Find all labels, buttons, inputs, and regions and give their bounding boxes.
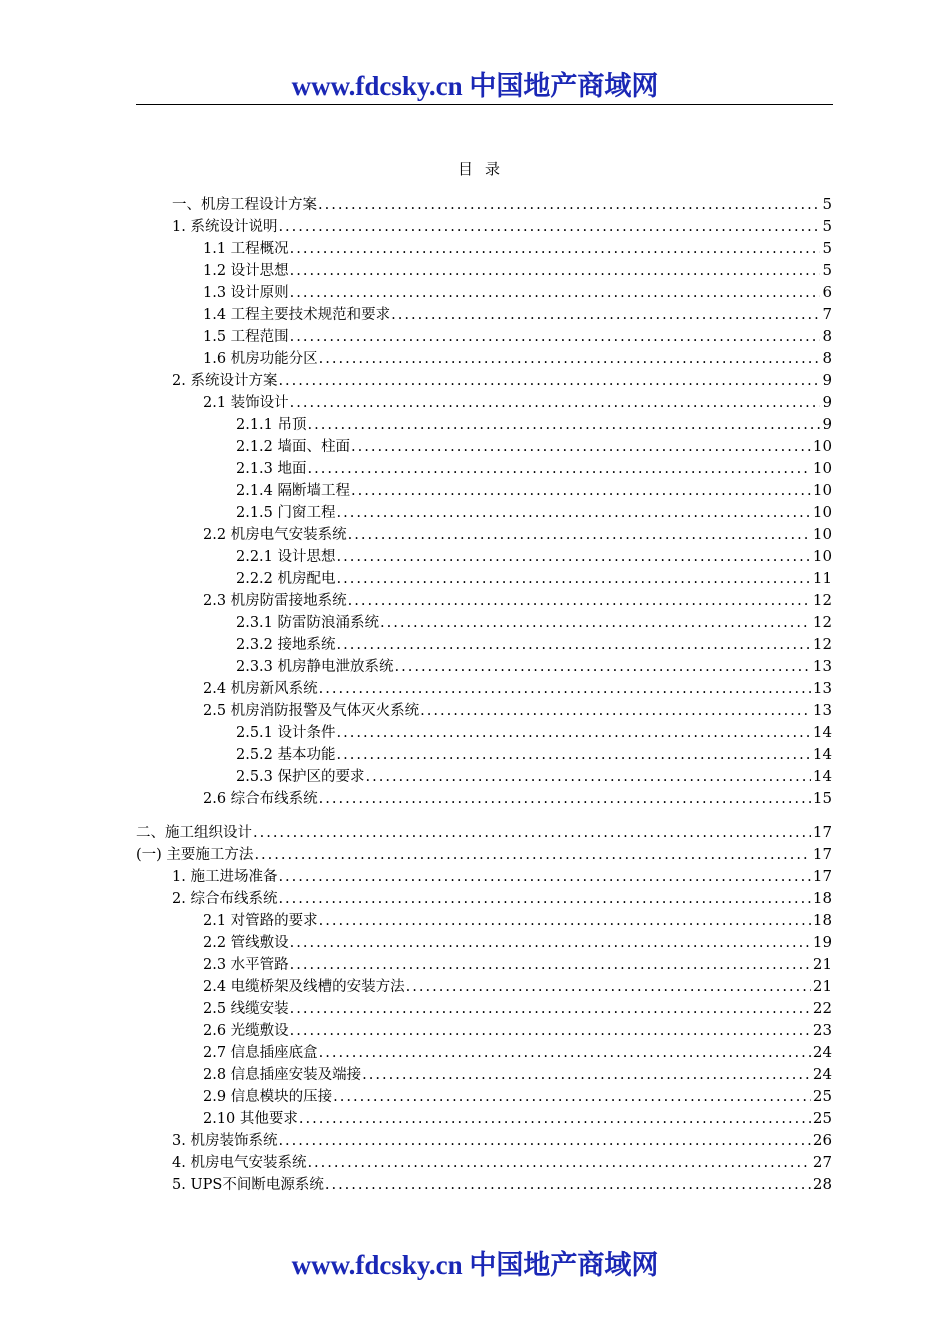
toc-page-number: 17 <box>812 845 832 863</box>
toc-dot-leader <box>319 910 811 931</box>
toc-dot-leader <box>362 1064 811 1085</box>
toc-entry[interactable] <box>203 909 832 931</box>
toc-page-number: 22 <box>812 999 832 1017</box>
toc-dot-leader <box>348 524 811 545</box>
toc-entry-text: 2.5.1 设计条件 <box>236 725 336 741</box>
toc-dot-leader <box>278 370 820 391</box>
toc-entry-text: 2.2 机房电气安装系统 <box>203 527 347 543</box>
toc-page-number: 12 <box>812 635 832 653</box>
toc-dot-leader <box>319 1042 811 1063</box>
toc-entry[interactable] <box>203 1085 832 1107</box>
toc-dot-leader <box>307 1152 810 1173</box>
page-footer-site-title: www.fdcsky.cn 中国地产商域网 <box>291 1250 659 1280</box>
toc-entry-text: 2.1.2 墙面、柱面 <box>236 439 351 455</box>
toc-dot-leader <box>278 216 820 237</box>
toc-dot-leader <box>420 700 811 721</box>
toc-page-number: 17 <box>812 867 832 885</box>
toc-dot-leader <box>278 888 810 909</box>
toc-page-number: 21 <box>812 977 832 995</box>
toc-entry[interactable] <box>172 1129 832 1151</box>
toc-page-number: 18 <box>812 911 832 929</box>
toc-entry-text: 2.3.1 防雷防浪涌系统 <box>236 615 380 631</box>
toc-entry-text: 3. 机房装饰系统 <box>172 1133 278 1149</box>
toc-entry[interactable] <box>236 721 832 743</box>
toc-page-number: 8 <box>822 349 832 367</box>
toc-entry[interactable] <box>203 391 832 413</box>
toc-entry-text: 2.1.5 门窗工程 <box>236 505 336 521</box>
toc-dot-leader <box>319 788 811 809</box>
toc-entry[interactable] <box>203 1019 832 1041</box>
toc-dot-leader <box>308 458 811 479</box>
toc-dot-leader <box>290 954 811 975</box>
toc-entry[interactable] <box>236 611 832 633</box>
toc-entry[interactable] <box>172 193 832 215</box>
toc-entry-text: 1.4 工程主要技术规范和要求 <box>203 307 391 323</box>
toc-entry-text: 5. UPS不间断电源系统 <box>172 1177 324 1193</box>
toc-page-number: 25 <box>812 1087 832 1105</box>
toc-dot-leader <box>366 766 811 787</box>
toc-page-number: 10 <box>812 547 832 565</box>
toc-entry[interactable] <box>203 677 832 699</box>
toc-page-number: 18 <box>812 889 832 907</box>
toc-entry-text: 2.5.2 基本功能 <box>236 747 336 763</box>
toc-page-number: 19 <box>812 933 832 951</box>
toc-dot-leader <box>333 1086 811 1107</box>
toc-dot-leader <box>290 260 821 281</box>
toc-entry-text: 2.9 信息模块的压接 <box>203 1089 333 1105</box>
toc-entry-text: 1.5 工程范围 <box>203 329 289 345</box>
toc-dot-leader <box>351 480 811 501</box>
toc-dot-leader <box>290 932 811 953</box>
toc-dot-leader <box>337 634 811 655</box>
toc-entry[interactable] <box>203 1063 832 1085</box>
toc-entry-text: (一) 主要施工方法 <box>136 847 254 863</box>
toc-entry-text: 2.1.4 隔断墙工程 <box>236 483 351 499</box>
toc-dot-leader <box>290 326 821 347</box>
toc-entry-text: 2.2.2 机房配电 <box>236 571 336 587</box>
toc-entry[interactable] <box>203 787 832 809</box>
toc-entry-text: 2.5 线缆安装 <box>203 1001 289 1017</box>
toc-page-number: 15 <box>812 789 832 807</box>
toc-entry[interactable] <box>203 953 832 975</box>
toc-dot-leader <box>278 866 810 887</box>
toc-page-number: 12 <box>812 613 832 631</box>
toc-entry-text: 2.6 光缆敷设 <box>203 1023 289 1039</box>
toc-entry[interactable] <box>236 655 832 677</box>
toc-page-number: 27 <box>812 1153 832 1171</box>
toc-entry-text: 2.4 机房新风系统 <box>203 681 318 697</box>
toc-entry[interactable] <box>172 1173 832 1195</box>
toc-entry[interactable] <box>203 325 832 347</box>
toc-page-number: 13 <box>812 701 832 719</box>
toc-entry[interactable] <box>203 1107 832 1129</box>
toc-page-number: 13 <box>812 679 832 697</box>
toc-title: 目录 <box>457 160 512 178</box>
toc-page-number: 8 <box>822 327 832 345</box>
toc-dot-leader <box>278 1130 810 1151</box>
toc-dot-leader <box>395 656 811 677</box>
toc-entry[interactable] <box>236 501 832 523</box>
toc-page-number: 11 <box>812 569 832 587</box>
toc-dot-leader <box>253 822 811 843</box>
toc-entry-text: 1. 系统设计说明 <box>172 219 278 235</box>
toc-entry-text: 2.3 水平管路 <box>203 957 289 973</box>
toc-entry[interactable] <box>203 523 832 545</box>
toc-entry[interactable] <box>136 843 832 865</box>
toc-page-number: 12 <box>812 591 832 609</box>
toc-entry[interactable] <box>172 887 832 909</box>
toc-dot-leader <box>337 744 811 765</box>
toc-entry[interactable] <box>203 281 832 303</box>
toc-dot-leader <box>351 436 811 457</box>
toc-page-number: 24 <box>812 1065 832 1083</box>
toc-entry-text: 2.5 机房消防报警及气体灭火系统 <box>203 703 420 719</box>
toc-dot-leader <box>299 1108 811 1129</box>
toc-dot-leader <box>337 546 811 567</box>
toc-page-number: 5 <box>822 261 832 279</box>
toc-entry[interactable] <box>236 567 832 589</box>
toc-dot-leader <box>348 590 811 611</box>
toc-dot-leader <box>337 502 811 523</box>
page-header-site-title: www.fdcsky.cn 中国地产商域网 <box>291 71 659 101</box>
toc-page-number: 24 <box>812 1043 832 1061</box>
toc-entry-text: 2.1 装饰设计 <box>203 395 289 411</box>
toc-entry[interactable] <box>203 303 832 325</box>
toc-entry-text: 一、机房工程设计方案 <box>172 197 317 213</box>
toc-entry-text: 2.2.1 设计思想 <box>236 549 336 565</box>
toc-page-number: 6 <box>822 283 832 301</box>
toc-entry-text: 1.2 设计思想 <box>203 263 289 279</box>
toc-entry[interactable] <box>236 457 832 479</box>
toc-entry[interactable] <box>236 435 832 457</box>
toc-entry-text: 二、施工组织设计 <box>136 825 252 841</box>
toc-entry-text: 2.1.1 吊顶 <box>236 417 307 433</box>
toc-dot-leader <box>319 678 811 699</box>
toc-entry-text: 2.5.3 保护区的要求 <box>236 769 365 785</box>
toc-page-number: 10 <box>812 503 832 521</box>
toc-dot-leader <box>254 844 810 865</box>
toc-dot-leader <box>337 568 811 589</box>
toc-entry-text: 2.3.3 机房静电泄放系统 <box>236 659 394 675</box>
toc-entry[interactable] <box>172 369 832 391</box>
toc-entry[interactable] <box>172 865 832 887</box>
toc-entry[interactable] <box>203 347 832 369</box>
toc-page-number: 10 <box>812 525 832 543</box>
toc-page-number: 9 <box>822 415 832 433</box>
toc-entry-text: 4. 机房电气安装系统 <box>172 1155 307 1171</box>
toc-entry[interactable] <box>203 931 832 953</box>
toc-entry-text: 2.10 其他要求 <box>203 1111 298 1127</box>
toc-entry[interactable] <box>236 479 832 501</box>
toc-entry[interactable] <box>236 413 832 435</box>
toc-dot-leader <box>406 976 811 997</box>
toc-page-number: 9 <box>822 393 832 411</box>
toc-dot-leader <box>380 612 811 633</box>
toc-dot-leader <box>337 722 811 743</box>
toc-entry[interactable] <box>203 589 832 611</box>
toc-page-number: 5 <box>822 239 832 257</box>
toc-entry[interactable] <box>203 1041 832 1063</box>
toc-page-number: 10 <box>812 481 832 499</box>
toc-entry[interactable] <box>172 1151 832 1173</box>
toc-page-number: 13 <box>812 657 832 675</box>
toc-entry-text: 2. 系统设计方案 <box>172 373 278 389</box>
toc-dot-leader <box>319 348 821 369</box>
toc-entry[interactable] <box>203 237 832 259</box>
toc-dot-leader <box>391 304 820 325</box>
toc-entry-text: 2.8 信息插座安装及端接 <box>203 1067 362 1083</box>
toc-entry-text: 2.2 管线敷设 <box>203 935 289 951</box>
toc-entry-text: 2.4 电缆桥架及线槽的安装方法 <box>203 979 405 995</box>
toc-entry[interactable] <box>236 765 832 787</box>
toc-dot-leader <box>308 414 821 435</box>
toc-entry[interactable] <box>203 699 832 721</box>
toc-page-number: 26 <box>812 1131 832 1149</box>
toc-dot-leader <box>290 238 821 259</box>
toc-dot-leader <box>290 392 821 413</box>
toc-entry[interactable] <box>172 215 832 237</box>
toc-dot-leader <box>290 1020 811 1041</box>
toc-entry[interactable] <box>203 259 832 281</box>
toc-entry[interactable] <box>236 633 832 655</box>
toc-page-number: 17 <box>812 823 832 841</box>
toc-entry-text: 2.3.2 接地系统 <box>236 637 336 653</box>
toc-page-number: 5 <box>822 217 832 235</box>
toc-page-number: 10 <box>812 459 832 477</box>
toc-entry-text: 2.1.3 地面 <box>236 461 307 477</box>
toc-entry-text: 2.3 机房防雷接地系统 <box>203 593 347 609</box>
toc-page-number: 14 <box>812 767 832 785</box>
toc-dot-leader <box>290 998 811 1019</box>
toc-page-number: 21 <box>812 955 832 973</box>
header-divider <box>136 104 833 105</box>
toc-page-number: 28 <box>812 1175 832 1193</box>
toc-page-number: 9 <box>822 371 832 389</box>
toc-page-number: 25 <box>812 1109 832 1127</box>
toc-entry[interactable] <box>236 545 832 567</box>
toc-page-number: 23 <box>812 1021 832 1039</box>
toc-entry-text: 1.1 工程概况 <box>203 241 289 257</box>
toc-entry-text: 1. 施工进场准备 <box>172 869 278 885</box>
toc-dot-leader <box>325 1174 811 1195</box>
toc-entry[interactable] <box>203 975 832 997</box>
toc-entry-text: 2.1 对管路的要求 <box>203 913 318 929</box>
toc-entry-text: 2. 综合布线系统 <box>172 891 278 907</box>
toc-page-number: 14 <box>812 723 832 741</box>
toc-page-number: 10 <box>812 437 832 455</box>
toc-entry[interactable] <box>136 821 832 843</box>
toc-entry[interactable] <box>236 743 832 765</box>
toc-entry-text: 2.6 综合布线系统 <box>203 791 318 807</box>
toc-page-number: 5 <box>822 195 832 213</box>
toc-entry[interactable] <box>203 997 832 1019</box>
toc-dot-leader <box>290 282 821 303</box>
toc-page-number: 14 <box>812 745 832 763</box>
toc-entry-text: 1.3 设计原则 <box>203 285 289 301</box>
toc-page-number: 7 <box>822 305 832 323</box>
toc-dot-leader <box>318 194 820 215</box>
toc-entry-text: 2.7 信息插座底盒 <box>203 1045 318 1061</box>
toc-entry-text: 1.6 机房功能分区 <box>203 351 318 367</box>
